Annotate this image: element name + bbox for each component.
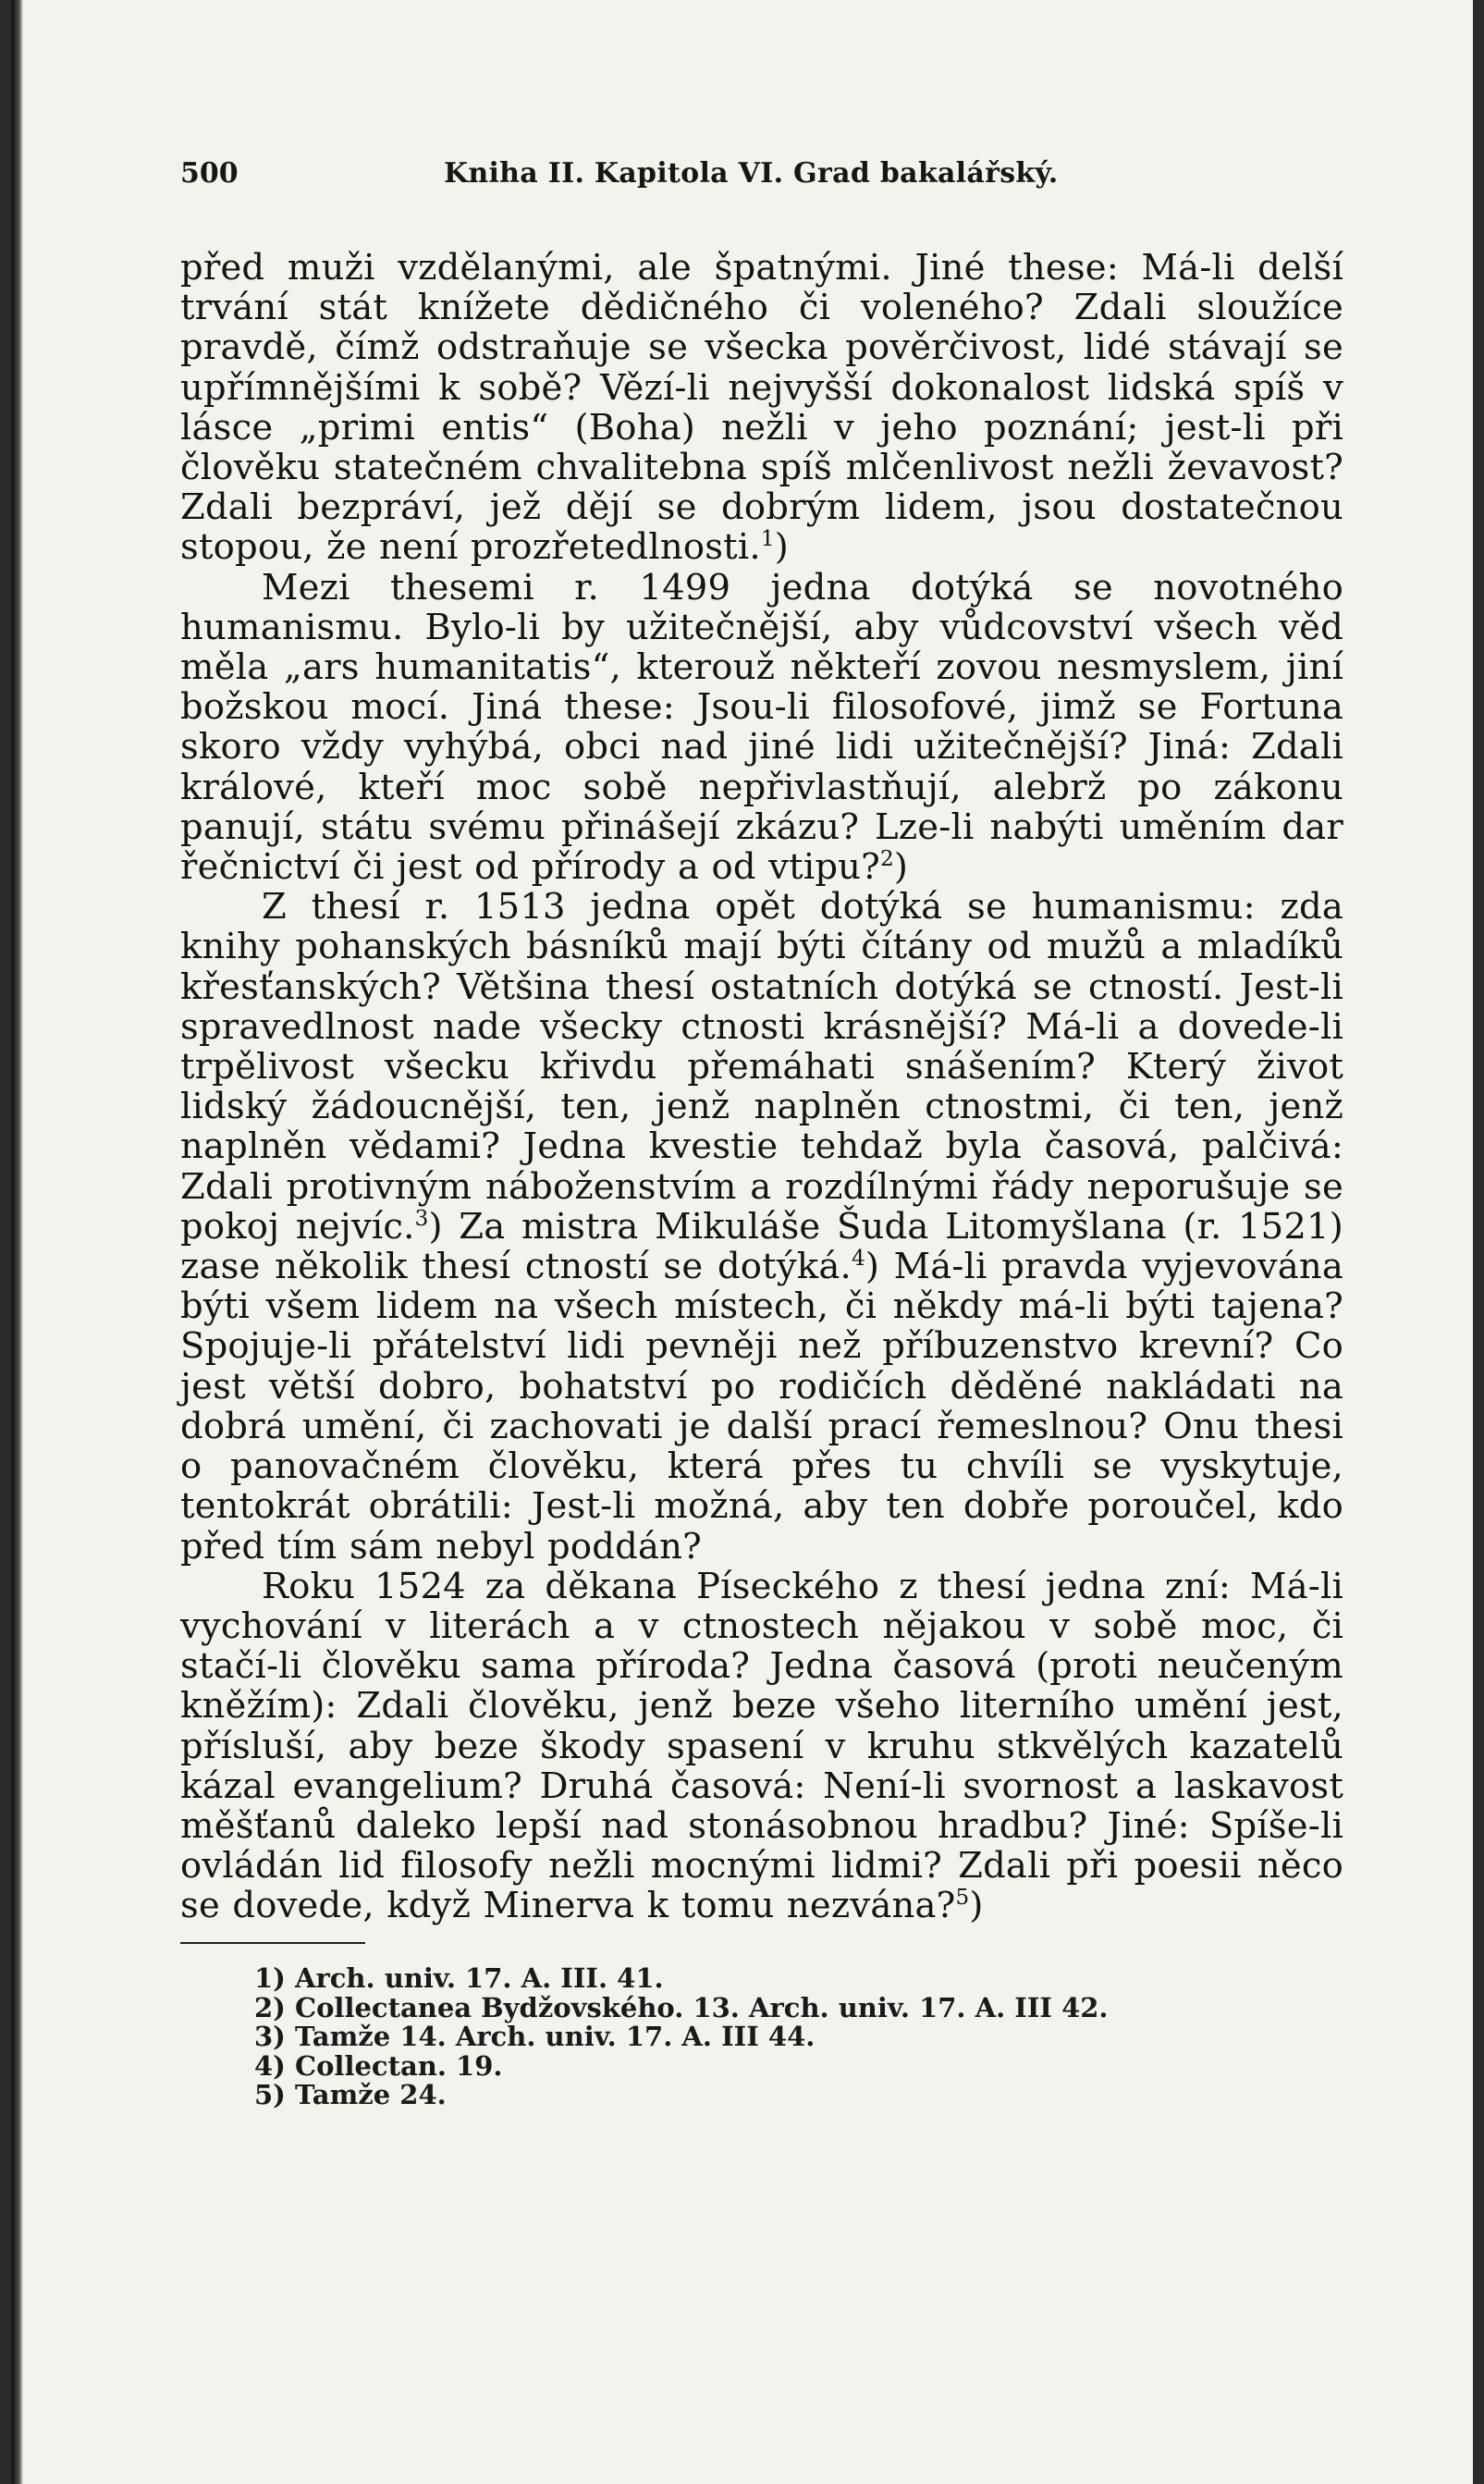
footnote (254, 2023, 1179, 2052)
paragraph-text: Má-li pravda vyjevována býti všem lidem na všech místech, či někdy má-li býti tajena? Spojuje-li přátelství lidi pevněji než příbuzenstvo krevní? Co jest větší dobro, bohatství po rodičích děděné nakládati na dobrá umění, či zachovati je další prací řemeslnou? Onu thesi o panovačném člověku, která přes tu chvíli se vyskytuje, tentokrát obrátili: Jest-li možná, aby ten dobře poroučel, kdo před tím sám nebyl poddán? (180, 1246, 1343, 1568)
page-number: 500 (180, 157, 239, 190)
body-text (180, 248, 1343, 1926)
paragraph-text: Roku 1524 za děkana Píseckého z thesí jedna zní: Má-li vychování v literách a v ctnostech nějakou v sobě moc, či stačí-li člověku sama příroda? Jedna časová (proti neučeným kněžím): Zdali člověku, jenž beze všeho literního umění jest, přísluší, aby beze škody spasení v kruhu stkvělých kazatelů kázal evangelium? Druhá časová: Není-li svornost a laskavost měšťanů daleko lepší nad stonásobnou hradbu? Jiné: Spíše-li ovládán lid filosofy nežli mocnými lidmi? Zdali při poesii něco se dovede, když Minerva k tomu nezvána? (180, 1565, 1343, 1927)
footnote-ref[interactable]: 4 (851, 1247, 865, 1272)
footnote-marker: 2) (254, 1991, 286, 2023)
paragraph-text: Mezi thesemi r. 1499 jedna dotýká se novotného humanismu. Bylo-li by užitečnější, aby vůdcovství všech věd měla „ars humanitatis“, kterouž někteří zovou nesmyslem, jiní božskou mocí. Jiná these: Jsou-li filosofové, jimž se Fortuna skoro vždy vyhýbá, obci nad jiné lidi užitečnější? Jiná: Zdali králové, kteří moc sobě nepřivlastňují, alebrž po zákonu panují, státu svému přinášejí zkázu? Lze-li nabýti uměním dar řečnictví či jest od přírody a od vtipu? (180, 566, 1343, 889)
book-page (11, 0, 1473, 2484)
footnote-text: Collectanea Bydžovského. 13. Arch. univ. 17. A. III 42. (295, 1991, 1109, 2023)
footnote-rule (180, 1942, 365, 1944)
footnote-marker: 4) (254, 2049, 286, 2082)
footnote-ref[interactable]: 3 (414, 1207, 429, 1232)
footnote-marker: 1) (254, 1962, 286, 1994)
paragraph: Mezi thesemi r. 1499 jedna dotýká se novotného humanismu. Bylo-li by užitečnější, aby vůdcovství všech věd měla „ars humanitatis“, kterouž někteří zovou nesmyslem, jiní božskou mocí. Jiná these: Jsou-li filosofové, jimž se Fortuna skoro vždy vyhýbá, obci nad jiné lidi užitečnější? Jiná: Zdali králové, kteří moc sobě nepřivlastňují, alebrž po zákonu panují, státu svému přinášejí zkázu? Lze-li nabýti uměním dar řečnictví či jest od přírody a od vtipu?$^2$) (180, 566, 1343, 889)
footnote (254, 1991, 1179, 2023)
paragraph-text: Z thesí r. 1513 jedna opět dotýká se humanismu: zda knihy pohanských básníků mají býti čítány od mužů a mladíků křesťanských? Většina thesí ostatních dotýká se ctností. Jest-li spravedlnost nade všecky ctnosti krásnější? Má-li a dovede-li trpělivost všecku křivdu přemáhati snášením? Který život lidský žádoucnější, ten, jenž naplněn ctnostmi, či ten, jenž naplněn vědami? Jedna kvestie tehdaž byla časová, palčivá: Zdali protivným náboženstvím a rozdílnými řády neporušuje se pokoj nejvíc. (180, 886, 1343, 1248)
footnotes (254, 1964, 1179, 2110)
footnote-marker: 5) (254, 2079, 286, 2111)
footnote-text: Tamže 14. Arch. univ. 17. A. III 44. (295, 2021, 816, 2053)
footnote (254, 2081, 1179, 2110)
paragraph: Roku 1524 za děkana Píseckého z thesí jedna zní: Má-li vychování v literách a v ctnostech nějakou v sobě moc, či stačí-li člověku sama příroda? Jedna časová (proti neučeným kněžím): Zdali člověku, jenž beze všeho literního umění jest, přísluší, aby beze škody spasení v kruhu stkvělých kazatelů kázal evangelium? Druhá časová: Není-li svornost a laskavost měšťanů daleko lepší nad stonásobnou hradbu? Jiné: Spíše-li ovládán lid filosofy nežli mocnými lidmi? Zdali při poesii něco se dovede, když Minerva k tomu nezvána?$^5$) (180, 1565, 1343, 1927)
binding-edge (14, 0, 23, 2484)
footnote-marker: 3) (254, 2021, 286, 2053)
paragraph-text: před muži vzdělanými, ale špatnými. Jiné these: Má-li delší trvání stát knížete dědičného či voleného? Zdali sloužíce pravdě, čímž odstraňuje se všecka pověrčivost, lidé stávají se upřímnějšími k sobě? Vězí-li nejvyšší dokonalost lidská spíš v lásce „primi entis“ (Boha) nežli v jeho poznání; jest-li při člověku statečném chvalitebna spíš mlčenlivost nežli ževavost? Zdali bezpráví, jež dějí se dobrým lidem, jsou dostatečnou stopou, že není prozřetedlnosti. (180, 247, 1343, 569)
paragraph: před muži vzdělanými, ale špatnými. Jiné these: Má-li delší trvání stát knížete dědičného či voleného? Zdali sloužíce pravdě, čímž odstraňuje se všecka pověrčivost, lidé stávají se upřímnějšími k sobě? Vězí-li nejvyšší dokonalost lidská spíš v lásce „primi entis“ (Boha) nežli v jeho poznání; jest-li při člověku statečném chvalitebna spíš mlčenlivost nežli ževavost? Zdali bezpráví, jež dějí se dobrým lidem, jsou dostatečnou stopou, že není prozřetedlnosti.$^1$) (180, 247, 1343, 569)
footnote-text: Arch. univ. 17. A. III. 41. (295, 1962, 664, 1994)
running-title: Kniha II. Kapitola VI. Grad bakalářský. (444, 157, 1059, 190)
footnote-text: Tamže 24. (295, 2079, 447, 2111)
footnote (254, 1964, 1179, 1994)
footnote-ref[interactable]: 5 (955, 1886, 970, 1911)
footnote-ref[interactable]: 2 (880, 847, 894, 872)
paragraph-text: Za mistra Mikuláše Šuda Litomyšlana (r. 1521) zase několik thesí ctností se dotýká. (180, 1205, 1343, 1288)
footnote-ref[interactable]: 1 (760, 527, 775, 552)
footnote-text: Collectan. 19. (295, 2049, 503, 2082)
paragraph: Z thesí r. 1513 jedna opět dotýká se humanismu: zda knihy pohanských básníků mají býti čítány od mužů a mladíků křesťanských? Většina thesí ostatních dotýká se ctností. Jest-li spravedlnost nade všecky ctnosti krásnější? Má-li a dovede-li trpělivost všecku křivdu přemáhati snášením? Který život lidský žádoucnější, ten, jenž naplněn ctnostmi, či ten, jenž naplněn vědami? Jedna kvestie tehdaž byla časová, palčivá: Zdali protivným náboženstvím a rozdílnými řády neporušuje se pokoj nejvíc.$^3$) Za mistra Mikuláše Šuda Litomyšlana (r. 1521) zase několik thesí ctností se dotýká.$^4$) Má-li pravda vyjevována býti všem lidem na všech místech, či někdy má-li býti tajena? Spojuje-li přátelství lidi pevněji než příbuzenstvo krevní? Co jest větší dobro, bohatství po rodičích děděné nakládati na dobrá umění, či zachovati je další prací řemeslnou? Onu thesi o panovačném člověku, která přes tu chvíli se vyskytuje, tentokrát obrátili: Jest-li možná, aby ten dobře poroučel, kdo před tím sám nebyl poddán? (180, 886, 1343, 1568)
footnote (254, 2049, 1179, 2082)
